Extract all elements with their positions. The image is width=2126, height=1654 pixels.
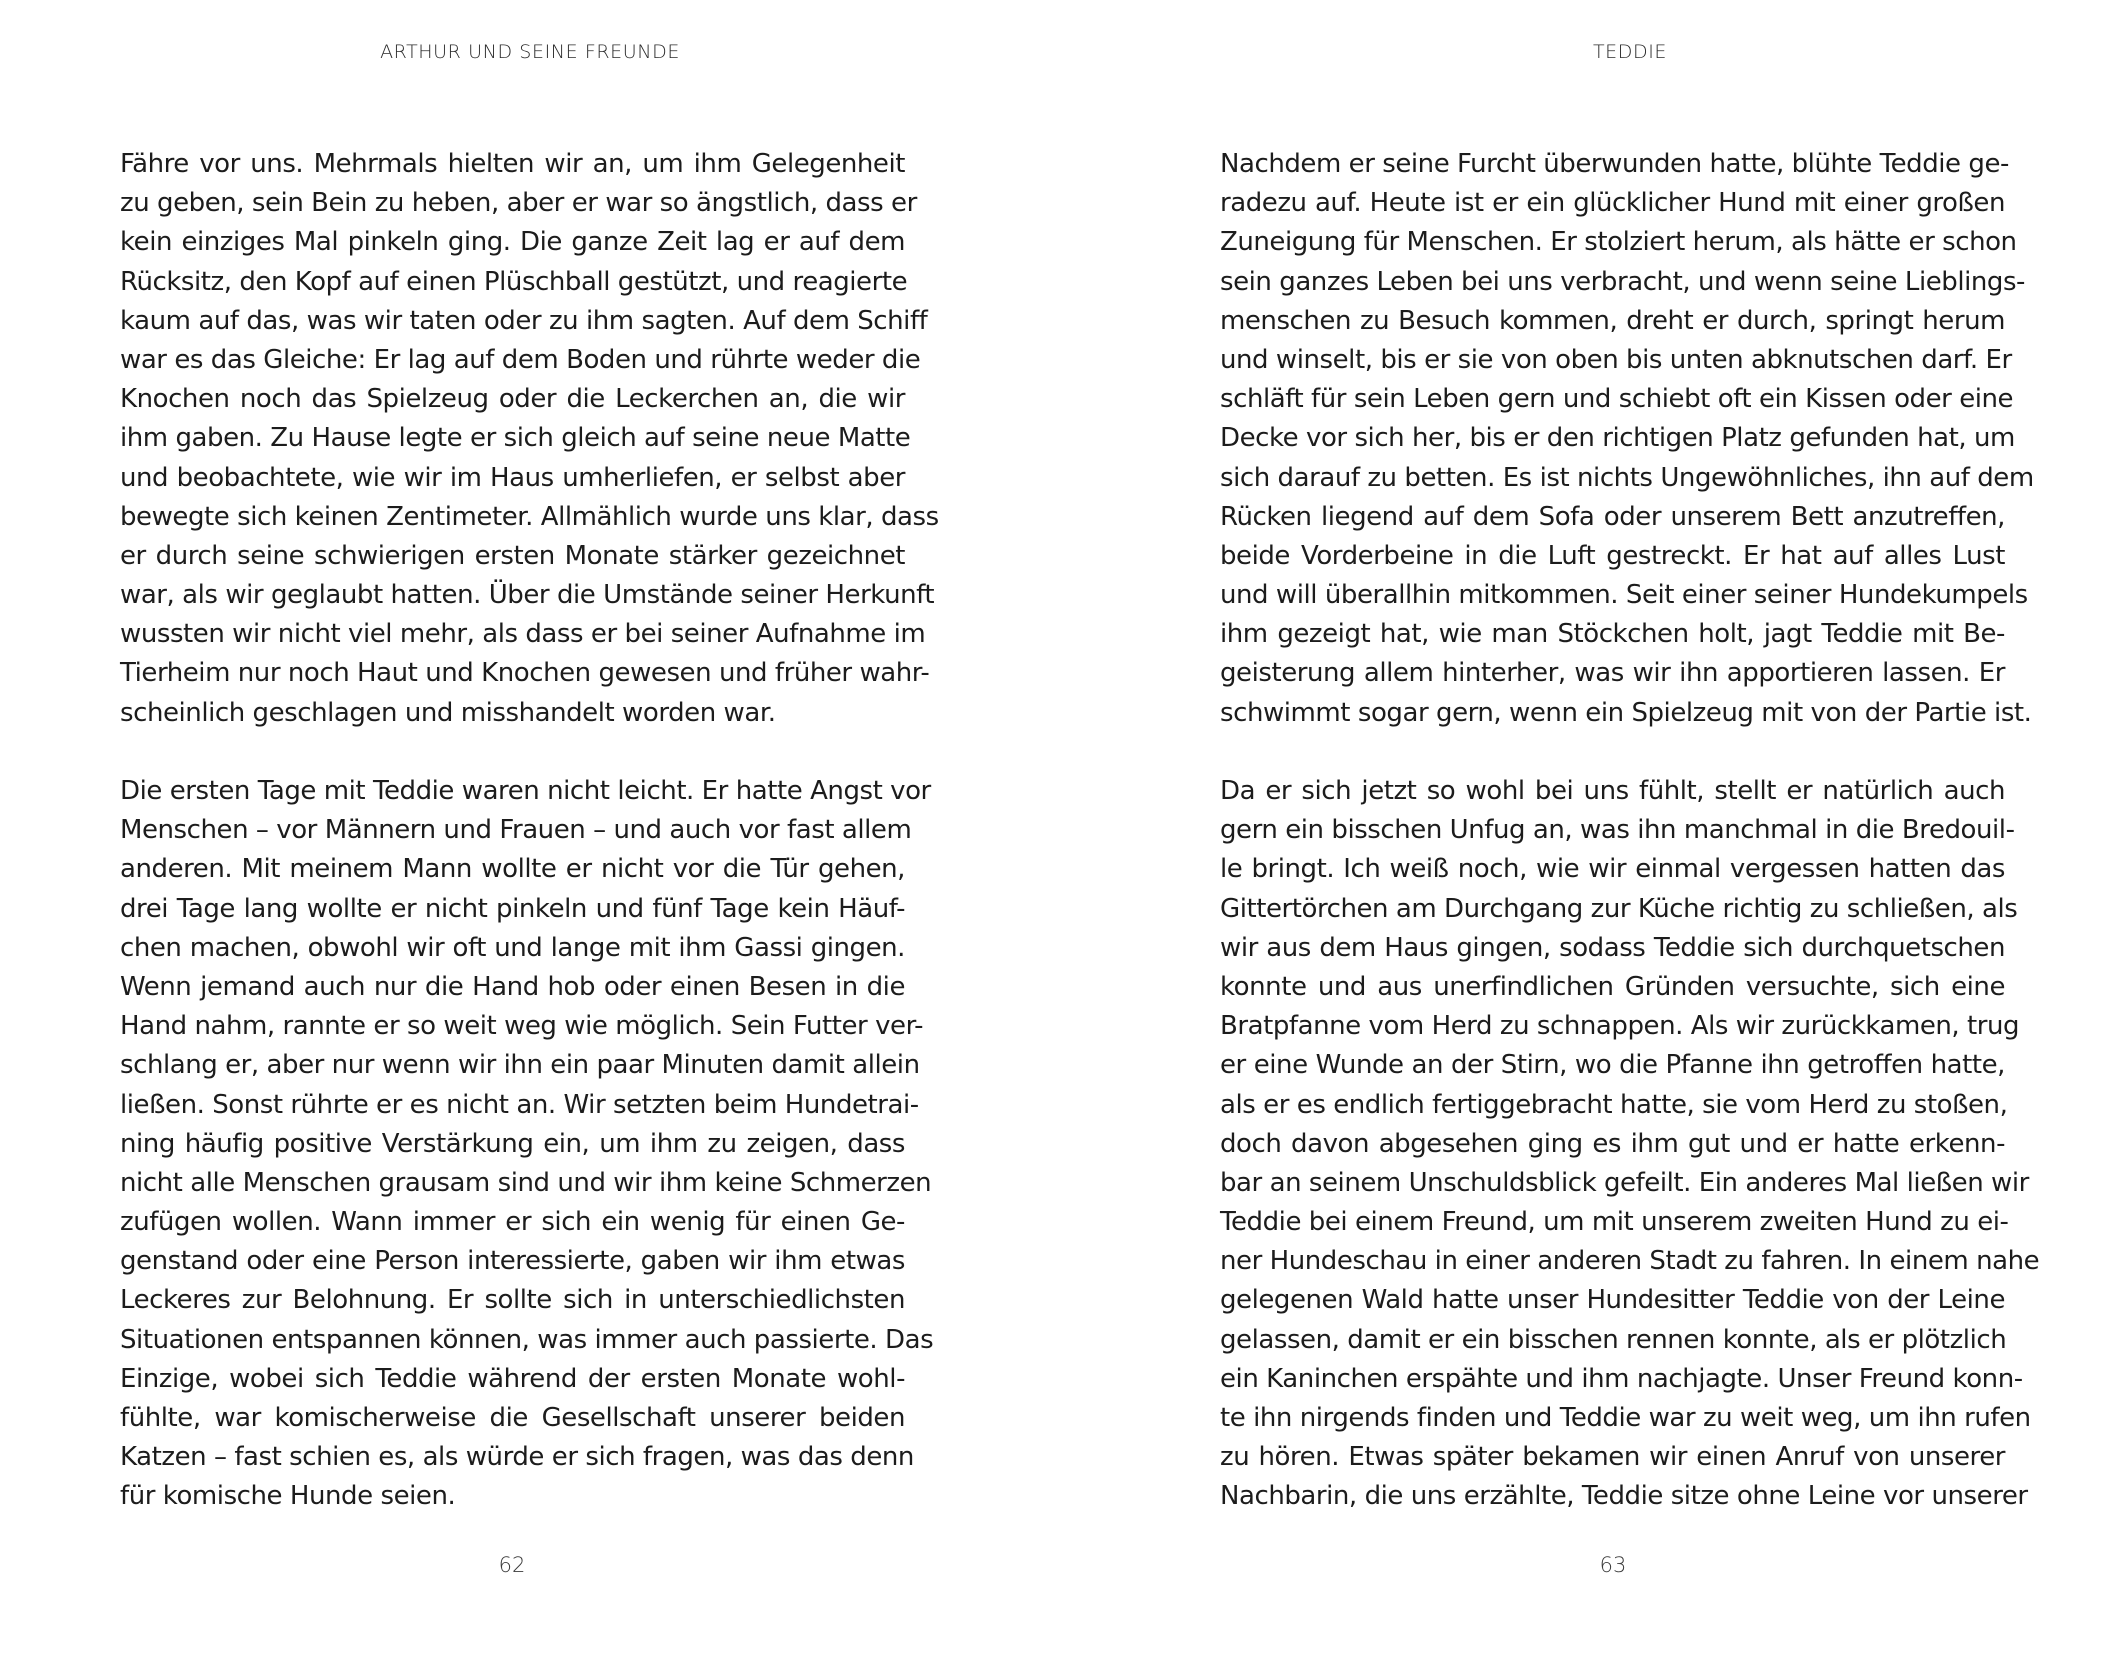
running-head-right: TEDDIE xyxy=(1592,41,1668,63)
text-line: Nachbarin, die uns erzählte, Teddie sitze ohne Leine vor unserer xyxy=(1220,1481,2028,1512)
text-line: Hand nahm, rannte er so weit weg wie möglich. Sein Futter ver- xyxy=(120,1011,924,1042)
running-head-left: ARTHUR UND SEINE FREUNDE xyxy=(380,41,680,63)
text-line: Zuneigung für Menschen. Er stolziert herum, als hätte er schon xyxy=(1220,227,2017,258)
text-line: sich darauf zu betten. Es ist nichts Ungewöhnliches, ihn auf dem xyxy=(1220,462,2034,493)
text-line: bewegte sich keinen Zentimeter. Allmählich wurde uns klar, dass xyxy=(120,501,939,532)
text-line: Teddie bei einem Freund, um mit unserem zweiten Hund zu ei- xyxy=(1220,1207,2009,1238)
text-line: zu hören. Etwas später bekamen wir einen Anruf von unserer xyxy=(1220,1442,2005,1473)
text-line: menschen zu Besuch kommen, dreht er durch, springt herum xyxy=(1220,305,2005,336)
text-line: ning häufig positive Verstärkung ein, um ihm zu zeigen, dass xyxy=(120,1128,905,1159)
text-line: Gittertörchen am Durchgang zur Küche richtig zu schließen, als xyxy=(1220,893,2018,924)
text-line: schlang er, aber nur wenn wir ihn ein paar Minuten damit allein xyxy=(120,1050,920,1081)
text-line: Leckeres zur Belohnung. Er sollte sich in unterschiedlichsten xyxy=(120,1285,905,1316)
text-line: te ihn nirgends finden und Teddie war zu weit weg, um ihn rufen xyxy=(1220,1403,2031,1433)
text-line: ihm gezeigt hat, wie man Stöckchen holt, jagt Teddie mit Be- xyxy=(1220,619,2005,650)
text-line: Situationen entspannen können, was immer auch passierte. Das xyxy=(120,1324,934,1355)
text-line: Knochen noch das Spielzeug oder die Leckerchen an, die wir xyxy=(120,384,905,415)
text-line: zufügen wollen. Wann immer er sich ein wenig für einen Ge- xyxy=(120,1207,905,1238)
text-line: zu geben, sein Bein zu heben, aber er war so ängstlich, dass er xyxy=(120,188,917,219)
text-line: doch davon abgesehen ging es ihm gut und er hatte erkenn- xyxy=(1220,1128,2005,1159)
text-line: nicht alle Menschen grausam sind und wir ihm keine Schmerzen xyxy=(120,1167,932,1198)
text-line: und beobachtete, wie wir im Haus umherliefen, er selbst aber xyxy=(120,462,905,493)
text-line: fühlte, war komischerweise die Gesellschaft unserer beiden xyxy=(120,1403,905,1433)
text-line: Decke vor sich her, bis er den richtigen Platz gefunden hat, um xyxy=(1220,423,2015,454)
right-page xyxy=(1063,0,2126,1654)
text-line: genstand oder eine Person interessierte, gaben wir ihm etwas xyxy=(120,1246,905,1277)
body-text-left xyxy=(120,145,939,1556)
text-line: und will überallhin mitkommen. Seit einer seiner Hundekumpels xyxy=(1220,580,2028,611)
text-line: schwimmt sogar gern, wenn ein Spielzeug mit von der Partie ist. xyxy=(1220,697,2032,728)
paragraph xyxy=(1220,772,2040,1517)
text-line: gern ein bisschen Unfug an, was ihn manchmal in die Bredouil- xyxy=(1220,815,2015,846)
text-line: Tierheim nur noch Haut und Knochen gewesen und früher wahr- xyxy=(120,658,930,689)
text-line: chen machen, obwohl wir oft und lange mit ihm Gassi gingen. xyxy=(120,932,905,963)
text-line: Wenn jemand auch nur die Hand hob oder einen Besen in die xyxy=(120,971,905,1002)
text-line: ner Hundeschau in einer anderen Stadt zu fahren. In einem nahe xyxy=(1220,1246,2040,1277)
text-line: Nachdem er seine Furcht überwunden hatte, blühte Teddie ge- xyxy=(1220,149,2009,179)
text-line: kein einziges Mal pinkeln ging. Die ganze Zeit lag er auf dem xyxy=(120,227,905,258)
text-line: Menschen – vor Männern und Frauen – und auch vor fast allem xyxy=(120,815,912,846)
text-line: drei Tage lang wollte er nicht pinkeln und fünf Tage kein Häuf- xyxy=(120,893,905,924)
text-line: Bratpfanne vom Herd zu schnappen. Als wir zurückkamen, trug xyxy=(1220,1011,2020,1042)
text-line: als er es endlich fertiggebracht hatte, sie vom Herd zu stoßen, xyxy=(1220,1089,2008,1120)
text-line: gelegenen Wald hatte unser Hundesitter Teddie von der Leine xyxy=(1220,1285,2005,1316)
text-line: Die ersten Tage mit Teddie waren nicht leicht. Er hatte Angst vor xyxy=(120,776,931,806)
text-line: und winselt, bis er sie von oben bis unten abknutschen darf. Er xyxy=(1220,344,2012,375)
page-number-left: 62 xyxy=(498,1553,526,1577)
text-line: geisterung allem hinterher, was wir ihn apportieren lassen. Er xyxy=(1220,658,2005,689)
text-line: le bringt. Ich weiß noch, wie wir einmal vergessen hatten das xyxy=(1220,854,2005,885)
paragraph xyxy=(1220,145,2034,733)
text-line: schläft für sein Leben gern und schiebt oft ein Kissen oder eine xyxy=(1220,384,2014,415)
paragraph xyxy=(120,145,939,733)
text-line: er eine Wunde an der Stirn, wo die Pfanne ihn getroffen hatte, xyxy=(1220,1050,2005,1081)
text-line: radezu auf. Heute ist er ein glücklicher Hund mit einer großen xyxy=(1220,188,2005,219)
text-line: wir aus dem Haus gingen, sodass Teddie sich durchquetschen xyxy=(1220,932,2005,963)
text-line: wussten wir nicht viel mehr, als dass er bei seiner Aufnahme im xyxy=(120,619,926,650)
text-line: Rücksitz, den Kopf auf einen Plüschball gestützt, und reagierte xyxy=(120,266,908,297)
text-line: Katzen – fast schien es, als würde er sich fragen, was das denn xyxy=(120,1442,914,1473)
text-line: Da er sich jetzt so wohl bei uns fühlt, stellt er natürlich auch xyxy=(1220,776,2005,806)
text-line: war es das Gleiche: Er lag auf dem Boden und rührte weder die xyxy=(120,344,921,375)
text-line: ein Kaninchen erspähte und ihm nachjagte. Unser Freund konn- xyxy=(1220,1363,2023,1394)
text-line: für komische Hunde seien. xyxy=(120,1481,456,1512)
text-line: Fähre vor uns. Mehrmals hielten wir an, um ihm Gelegenheit xyxy=(120,149,905,179)
paragraph xyxy=(120,772,934,1517)
text-line: gelassen, damit er ein bisschen rennen konnte, als er plötzlich xyxy=(1220,1324,2007,1355)
text-line: ließen. Sonst rührte er es nicht an. Wir setzten beim Hundetrai- xyxy=(120,1089,919,1120)
page-number-right: 63 xyxy=(1599,1553,1627,1577)
text-line: bar an seinem Unschuldsblick gefeilt. Ein anderes Mal ließen wir xyxy=(1220,1167,2029,1198)
text-line: anderen. Mit meinem Mann wollte er nicht vor die Tür gehen, xyxy=(120,854,905,885)
text-line: scheinlich geschlagen und misshandelt worden war. xyxy=(120,697,776,728)
text-line: konnte und aus unerfindlichen Gründen versuchte, sich eine xyxy=(1220,971,2005,1002)
text-line: ihm gaben. Zu Hause legte er sich gleich auf seine neue Matte xyxy=(120,423,911,454)
text-line: kaum auf das, was wir taten oder zu ihm sagten. Auf dem Schiff xyxy=(120,305,928,336)
text-line: beide Vorderbeine in die Luft gestreckt. Er hat auf alles Lust xyxy=(1220,540,2005,571)
body-text-right xyxy=(1220,145,2040,1556)
text-line: Rücken liegend auf dem Sofa oder unserem Bett anzutreffen, xyxy=(1220,501,2005,532)
text-line: er durch seine schwierigen ersten Monate stärker gezeichnet xyxy=(120,540,905,571)
text-line: sein ganzes Leben bei uns verbracht, und wenn seine Lieblings- xyxy=(1220,266,2025,297)
text-line: Einzige, wobei sich Teddie während der ersten Monate wohl- xyxy=(120,1363,905,1394)
text-line: war, als wir geglaubt hatten. Über die Umstände seiner Herkunft xyxy=(120,580,935,611)
